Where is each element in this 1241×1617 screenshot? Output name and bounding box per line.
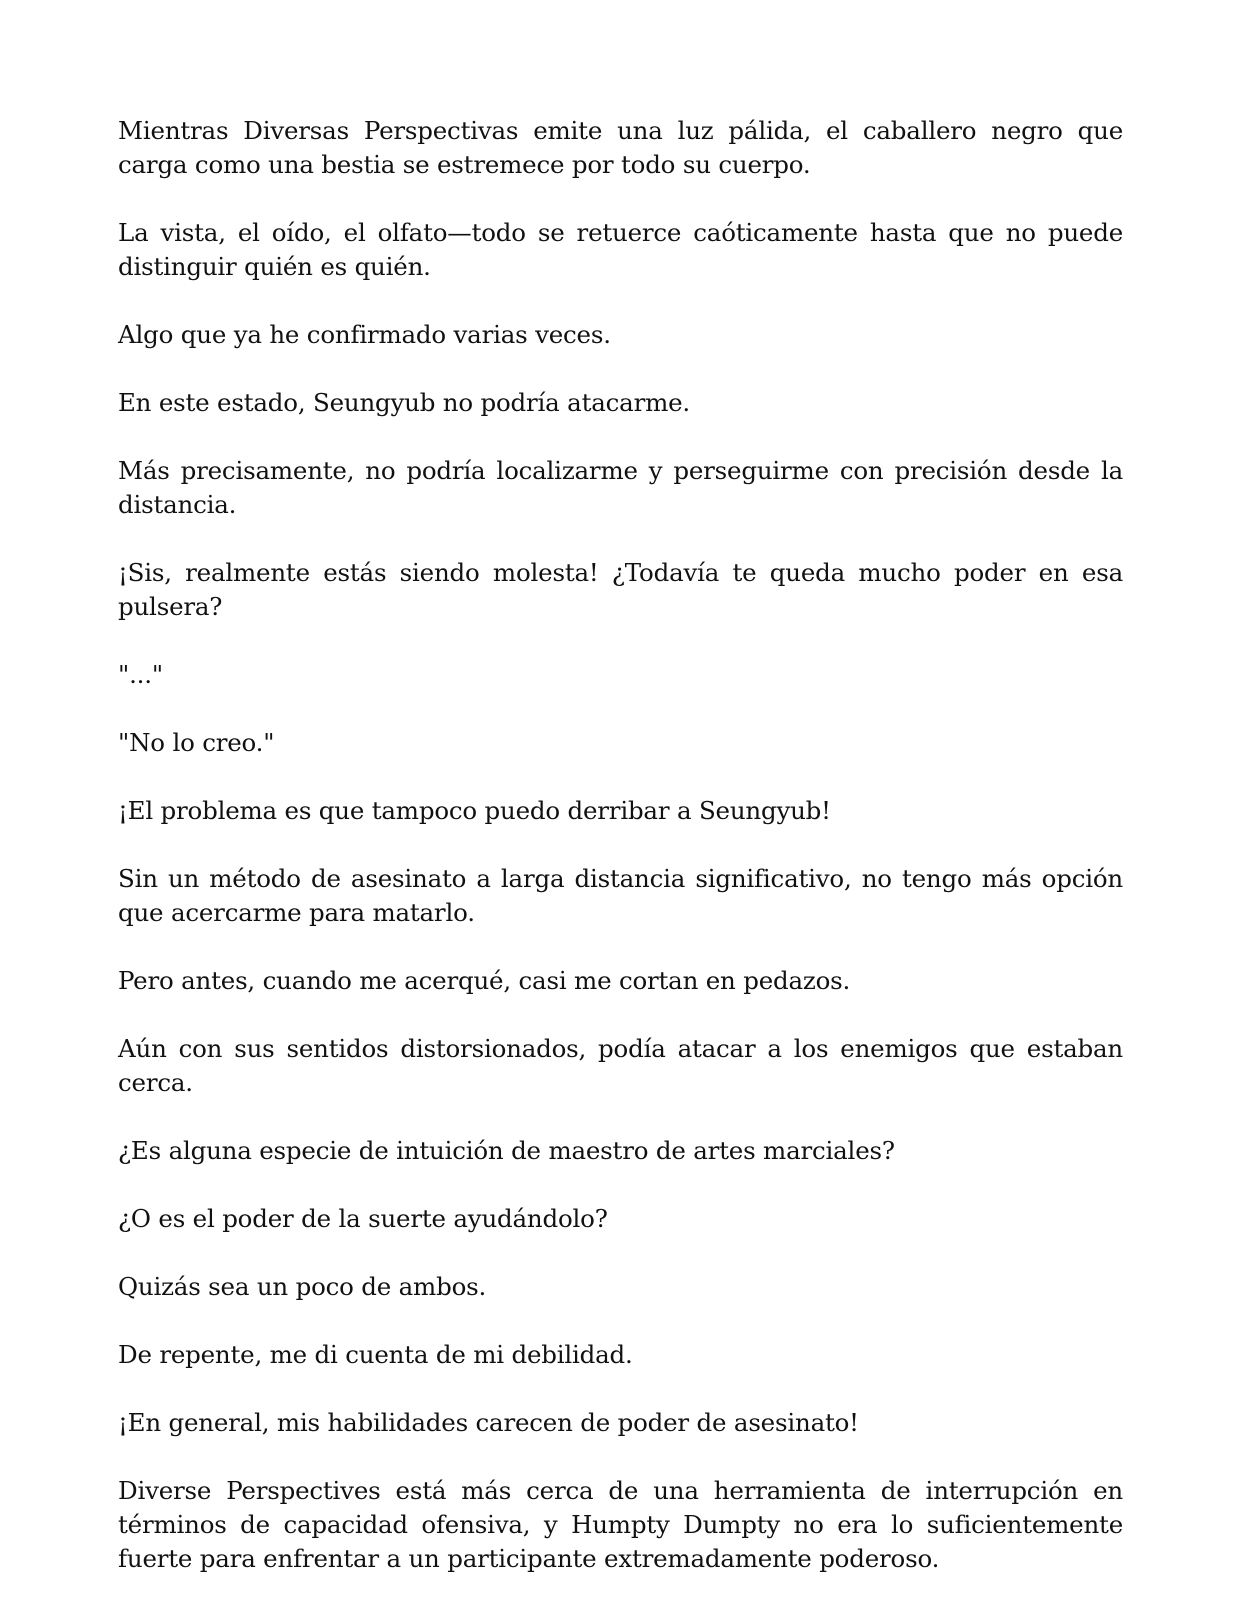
paragraph: ¡Sis, realmente estás siendo molesta! ¿Todavía te queda mucho poder en esa pulsera? xyxy=(118,558,1123,621)
paragraph: Quizás sea un poco de ambos. xyxy=(118,1272,487,1301)
paragraph: Más precisamente, no podría localizarme y perseguirme con precisión desde la distancia. xyxy=(118,456,1123,519)
paragraph: De repente, me di cuenta de mi debilidad. xyxy=(118,1340,633,1369)
paragraph: ¿Es alguna especie de intuición de maestro de artes marciales? xyxy=(118,1136,895,1165)
paragraph: ¿O es el poder de la suerte ayudándolo? xyxy=(118,1204,608,1233)
paragraph: ¡El problema es que tampoco puedo derribar a Seungyub! xyxy=(118,796,831,825)
paragraph: Pero antes, cuando me acerqué, casi me cortan en pedazos. xyxy=(118,966,851,995)
paragraph: Diverse Perspectives está más cerca de una herramienta de interrupción en términos de capacidad ofensiva, y Humpty Dumpty no era lo suficientemente fuerte para enfrentar a un participante extremadamente poderoso. xyxy=(118,1476,1123,1573)
paragraph: ¡En general, mis habilidades carecen de poder de asesinato! xyxy=(118,1408,859,1437)
paragraph: En este estado, Seungyub no podría atacarme. xyxy=(118,388,690,417)
paragraph: Aún con sus sentidos distorsionados, podía atacar a los enemigos que estaban cerca. xyxy=(118,1034,1123,1097)
paragraph: Mientras Diversas Perspectivas emite una luz pálida, el caballero negro que carga como una bestia se estremece por todo su cuerpo. xyxy=(118,116,1123,179)
paragraph: Sin un método de asesinato a larga distancia significativo, no tengo más opción que acercarme para matarlo. xyxy=(118,864,1123,927)
paragraph: Algo que ya he confirmado varias veces. xyxy=(118,320,611,349)
document-body xyxy=(118,114,1123,1576)
paragraph: "..." xyxy=(118,660,163,689)
paragraph: La vista, el oído, el olfato—todo se retuerce caóticamente hasta que no puede distinguir quién es quién. xyxy=(118,218,1123,281)
paragraph: "No lo creo." xyxy=(118,728,275,757)
